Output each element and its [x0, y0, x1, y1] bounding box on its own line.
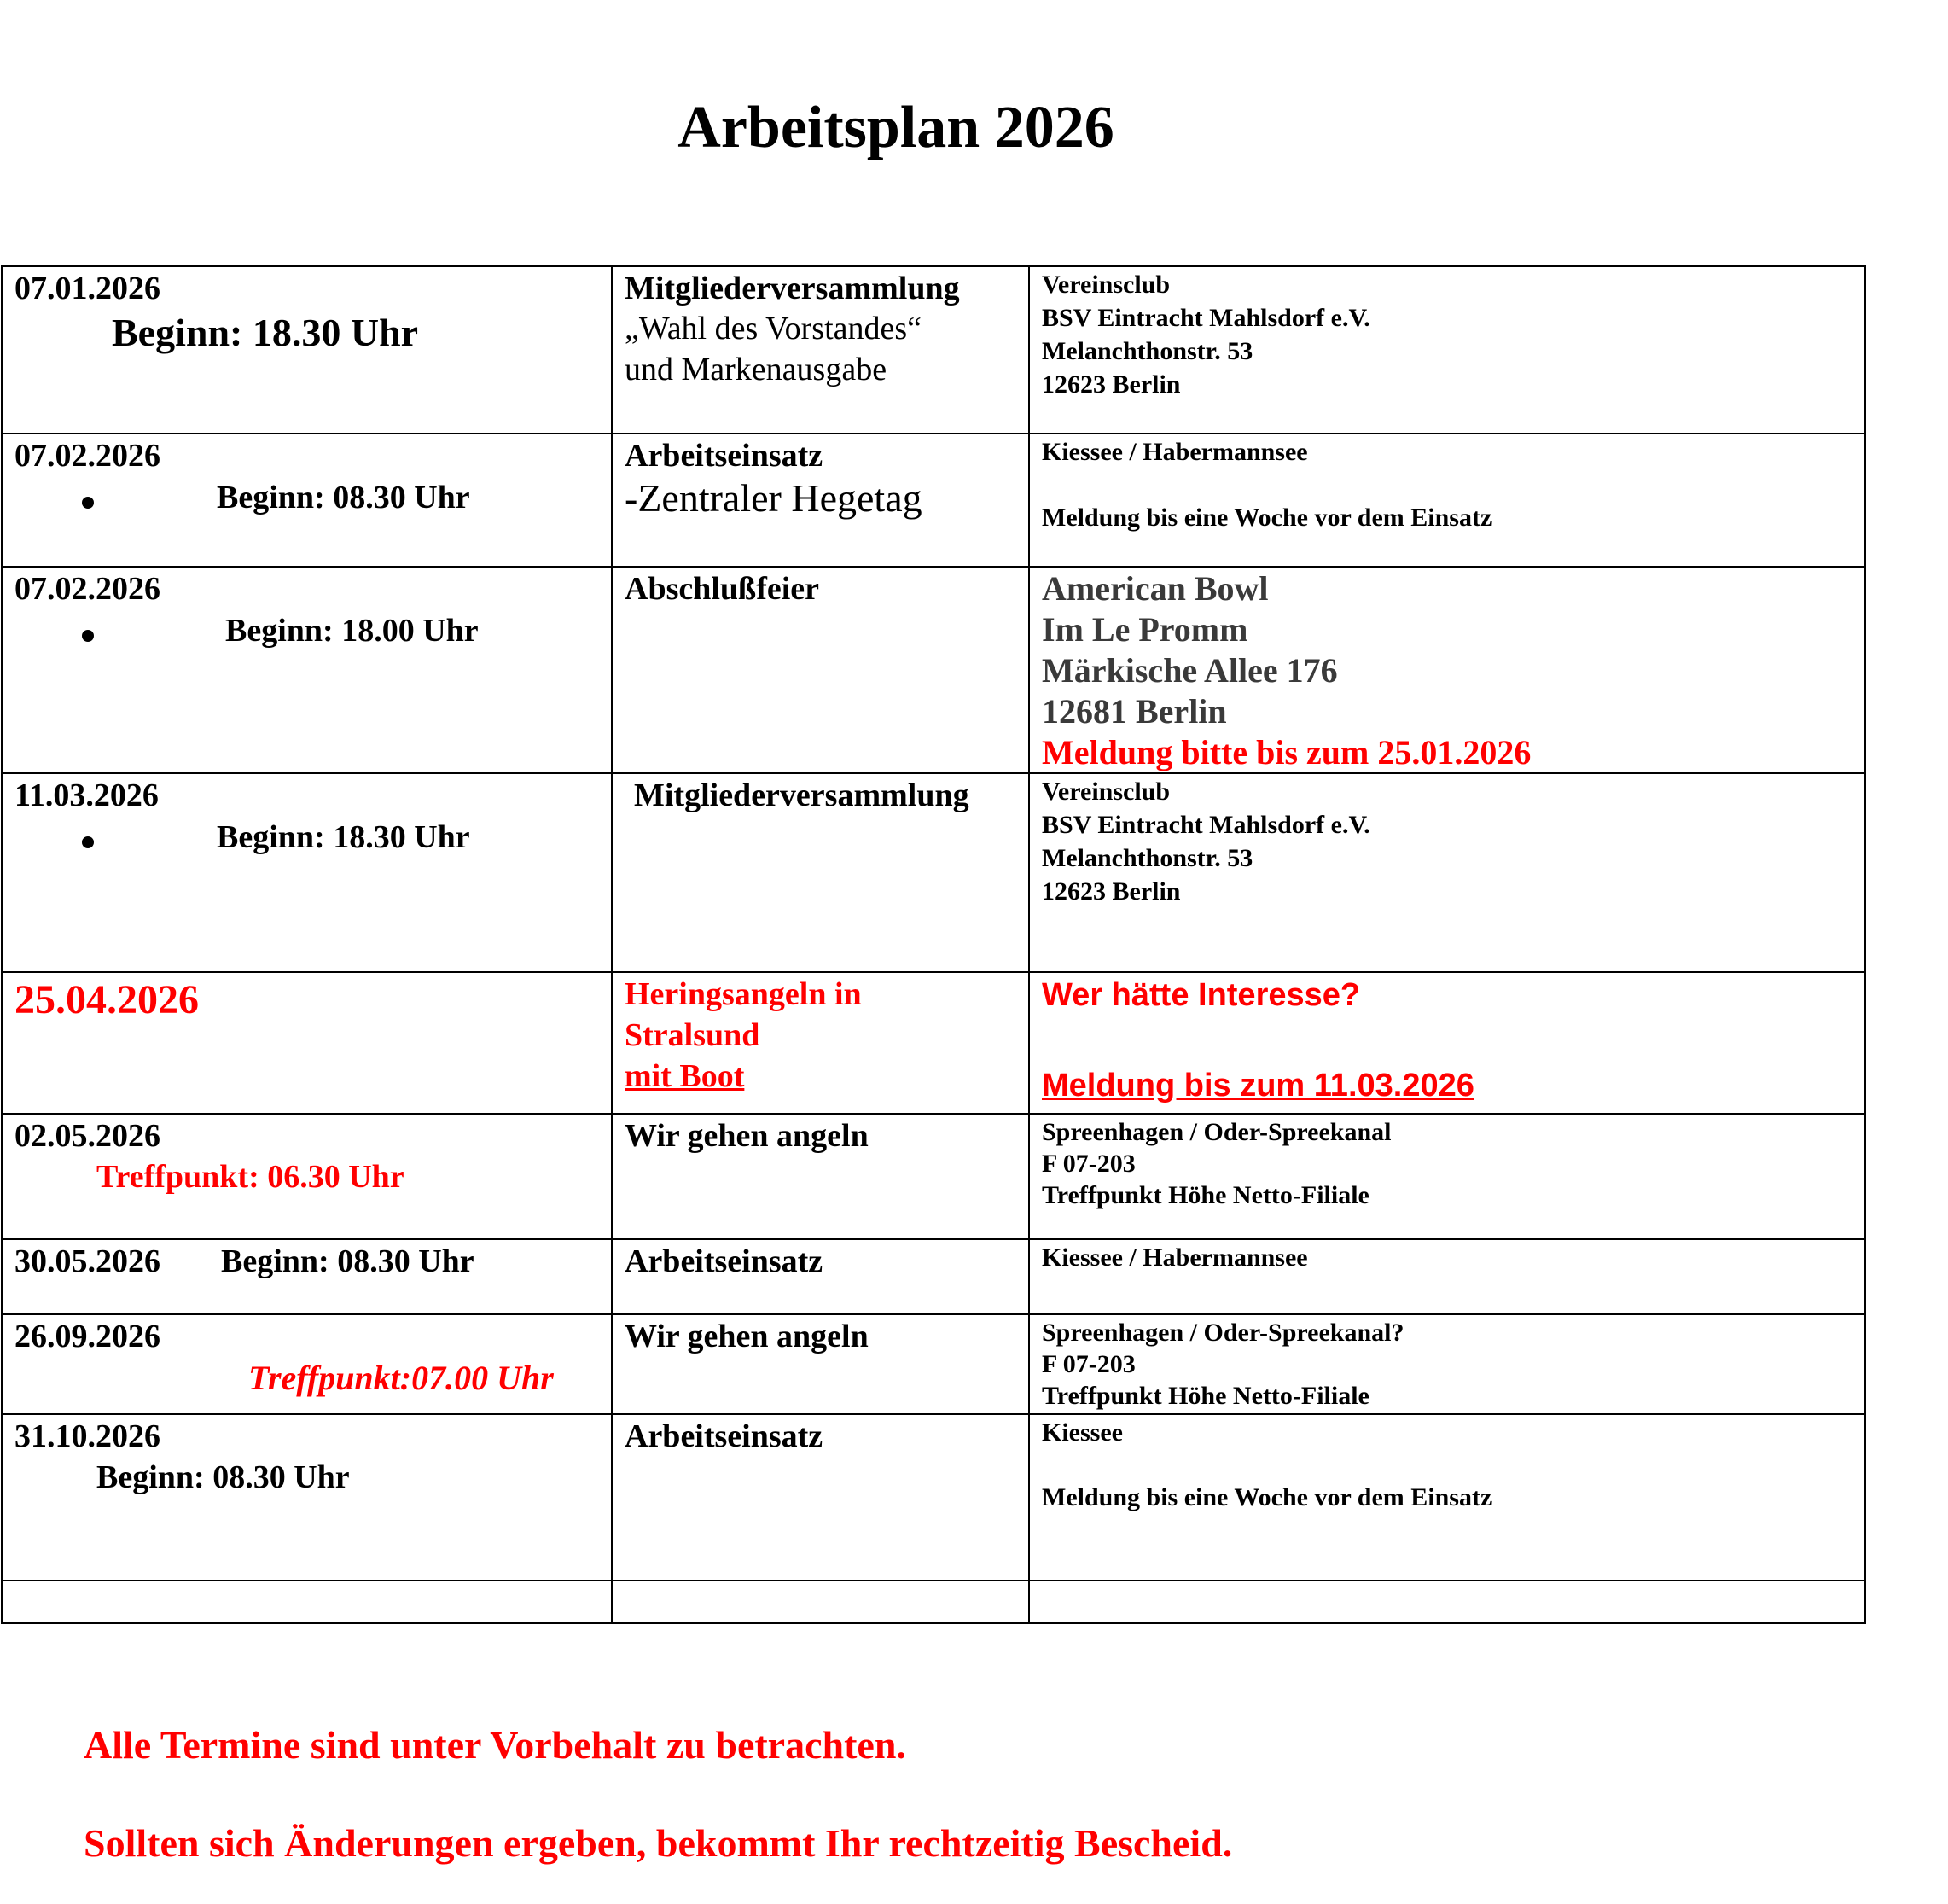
event-title: Wir gehen angeln	[625, 1319, 869, 1354]
date-cell	[2, 434, 612, 567]
bullet-icon	[82, 836, 94, 848]
bullet-icon	[82, 630, 94, 642]
event-cell	[612, 972, 1029, 1114]
table-row	[2, 567, 1865, 773]
location-line: Kiessee / Habermannsee	[1042, 438, 1308, 466]
location-line: Melanchthonstr. 53	[1042, 337, 1253, 365]
event-time: Beginn: 18.30 Uhr	[112, 311, 419, 354]
disclaimer-text: Alle Termine sind unter Vorbehalt zu betrachten.	[84, 1723, 906, 1767]
table-row-empty	[2, 1581, 1865, 1623]
date-cell	[2, 773, 612, 972]
location-line: Kiessee	[1042, 1418, 1123, 1447]
event-date: 31.10.2026	[15, 1418, 160, 1454]
location-line: Vereinsclub	[1042, 271, 1171, 299]
event-date: 25.04.2026	[15, 977, 199, 1022]
table-row	[2, 1239, 1865, 1314]
registration-note: Meldung bis zum 11.03.2026	[1042, 1068, 1474, 1103]
location-cell	[1029, 567, 1865, 773]
location-cell	[1029, 434, 1865, 567]
location-line: F 07-203	[1042, 1350, 1136, 1378]
meeting-time: Treffpunkt:07.00 Uhr	[248, 1359, 554, 1397]
location-line: American Bowl	[1042, 569, 1269, 608]
event-cell	[612, 773, 1029, 972]
location-note: Meldung bis eine Woche vor dem Einsatz	[1042, 504, 1492, 532]
location-line: Treffpunkt Höhe Netto-Filiale	[1042, 1382, 1369, 1410]
meeting-time: Treffpunkt: 06.30 Uhr	[96, 1159, 404, 1195]
event-cell	[612, 567, 1029, 773]
location-line: F 07-203	[1042, 1150, 1136, 1178]
event-cell	[612, 1114, 1029, 1239]
event-title: mit Boot	[625, 1058, 745, 1094]
event-time: Beginn: 08.30 Uhr	[221, 1243, 474, 1279]
location-line: Melanchthonstr. 53	[1042, 844, 1253, 872]
date-cell	[2, 1314, 612, 1414]
table-row	[2, 1414, 1865, 1581]
location-line: BSV Eintracht Mahlsdorf e.V.	[1042, 811, 1370, 839]
notice-text: Sollten sich Änderungen ergeben, bekommt Ihr rechtzeitig Bescheid.	[84, 1821, 1233, 1865]
event-subtitle: -Zentraler Hegetag	[625, 476, 922, 520]
event-date: 11.03.2026	[15, 777, 159, 813]
date-cell	[2, 567, 612, 773]
location-cell	[1029, 972, 1865, 1114]
date-cell	[2, 1114, 612, 1239]
event-cell	[612, 1414, 1029, 1581]
table-row	[2, 1114, 1865, 1239]
event-title: Stralsund	[625, 1017, 760, 1053]
location-line: Spreenhagen / Oder-Spreekanal?	[1042, 1319, 1404, 1347]
event-time: Beginn: 18.30 Uhr	[217, 819, 470, 855]
event-date: 07.02.2026	[15, 571, 160, 607]
event-title: Mitgliederversammlung	[634, 777, 969, 813]
event-title: Arbeitseinsatz	[625, 1243, 823, 1279]
table-row	[2, 773, 1865, 972]
location-cell	[1029, 1239, 1865, 1314]
page-title: Arbeitsplan 2026	[677, 95, 1114, 160]
location-note: Meldung bis eine Woche vor dem Einsatz	[1042, 1483, 1492, 1511]
event-date: 07.01.2026	[15, 271, 160, 306]
table-row	[2, 434, 1865, 567]
event-title: Heringsangeln in	[625, 976, 862, 1012]
event-title: Arbeitseinsatz	[625, 1418, 823, 1454]
table-row	[2, 972, 1865, 1114]
location-cell	[1029, 1314, 1865, 1414]
event-title: Abschlußfeier	[625, 571, 819, 607]
location-cell	[1029, 773, 1865, 972]
event-cell	[612, 1581, 1029, 1623]
event-time: Beginn: 08.30 Uhr	[96, 1459, 350, 1495]
location-cell	[1029, 266, 1865, 434]
location-line: 12623 Berlin	[1042, 877, 1181, 905]
location-line: BSV Eintracht Mahlsdorf e.V.	[1042, 304, 1370, 332]
event-title: Wir gehen angeln	[625, 1118, 869, 1154]
event-subtitle: „Wahl des Vorstandes“	[625, 311, 922, 346]
event-time: Beginn: 18.00 Uhr	[225, 613, 479, 649]
location-cell	[1029, 1581, 1865, 1623]
location-line: 12623 Berlin	[1042, 370, 1181, 399]
date-cell	[2, 972, 612, 1114]
event-cell	[612, 434, 1029, 567]
event-date: 07.02.2026	[15, 438, 160, 474]
event-title: Mitgliederversammlung	[625, 271, 960, 306]
event-cell	[612, 266, 1029, 434]
location-line: Spreenhagen / Oder-Spreekanal	[1042, 1118, 1392, 1146]
date-cell	[2, 266, 612, 434]
location-line: Treffpunkt Höhe Netto-Filiale	[1042, 1181, 1369, 1209]
event-date: 30.05.2026	[15, 1243, 160, 1279]
date-cell	[2, 1239, 612, 1314]
schedule-table	[1, 265, 1866, 1624]
table-row	[2, 1314, 1865, 1414]
event-title: Arbeitseinsatz	[625, 438, 823, 474]
date-cell	[2, 1414, 612, 1581]
location-line: 12681 Berlin	[1042, 692, 1227, 731]
location-line: Kiessee / Habermannsee	[1042, 1243, 1308, 1272]
event-date: 02.05.2026	[15, 1118, 160, 1154]
date-cell	[2, 1581, 612, 1623]
event-cell	[612, 1314, 1029, 1414]
registration-note: Meldung bitte bis zum 25.01.2026	[1042, 733, 1532, 771]
location-cell	[1029, 1114, 1865, 1239]
location-line: Märkische Allee 176	[1042, 651, 1338, 690]
table-row	[2, 266, 1865, 434]
event-cell	[612, 1239, 1029, 1314]
event-time: Beginn: 08.30 Uhr	[217, 480, 470, 515]
interest-question: Wer hätte Interesse?	[1042, 977, 1361, 1013]
location-cell	[1029, 1414, 1865, 1581]
bullet-icon	[82, 497, 94, 509]
event-subtitle: und Markenausgabe	[625, 352, 887, 387]
location-line: Vereinsclub	[1042, 777, 1171, 806]
location-line: Im Le Promm	[1042, 610, 1248, 649]
event-date: 26.09.2026	[15, 1319, 160, 1354]
